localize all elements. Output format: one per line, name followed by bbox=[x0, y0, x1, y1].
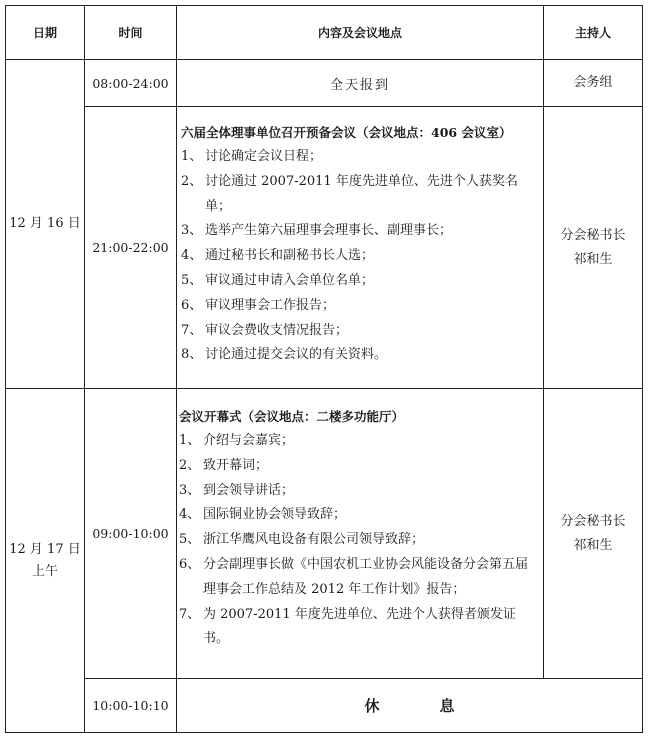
list-item bbox=[181, 170, 539, 220]
day1-session2-host bbox=[544, 107, 643, 389]
item-number: 3、 bbox=[181, 223, 203, 239]
item-text: 审议理事会工作报告； bbox=[205, 297, 336, 313]
day2-session1-time: 09:00-10:00 bbox=[85, 389, 177, 679]
list-item bbox=[181, 343, 539, 368]
item-number: 7、 bbox=[179, 606, 201, 622]
item-text: 到会领导讲话； bbox=[203, 482, 295, 498]
table-row bbox=[6, 60, 643, 107]
item-number: 2、 bbox=[181, 173, 203, 189]
item-text: 审议通过申请入会单位名单； bbox=[205, 272, 375, 288]
item-text: 致开幕词； bbox=[203, 457, 269, 473]
header-row bbox=[6, 6, 643, 60]
list-item bbox=[179, 603, 539, 653]
table-row bbox=[6, 107, 643, 389]
header-time: 时间 bbox=[85, 6, 177, 60]
list-item bbox=[179, 454, 539, 479]
item-number: 2、 bbox=[179, 457, 201, 473]
item-text: 为 2007-2011 年度先进单位、先进个人获得者颁发证书。 bbox=[203, 606, 516, 647]
agenda-list bbox=[179, 429, 539, 652]
list-item bbox=[181, 219, 539, 244]
session-title: 会议开幕式（会议地点：二楼多功能厅） bbox=[179, 409, 405, 424]
session-title: 六届全体理事单位召开预备会议（会议地点：406 会议室） bbox=[181, 125, 512, 140]
list-item bbox=[179, 528, 539, 553]
item-number: 6、 bbox=[179, 556, 201, 572]
day1-session1-host: 会务组 bbox=[544, 60, 643, 107]
day2-date bbox=[6, 389, 85, 733]
header-host: 主持人 bbox=[544, 6, 643, 60]
day2-date-line2: 上午 bbox=[31, 563, 58, 579]
list-item bbox=[181, 319, 539, 344]
item-text: 介绍与会嘉宾； bbox=[203, 433, 295, 448]
item-number: 5、 bbox=[179, 532, 201, 548]
item-text: 分会副理事长做《中国农机工业协会风能设备分会第五届理事会工作总结及 2012 年工作计划》报告； bbox=[203, 556, 529, 597]
item-number: 7、 bbox=[181, 322, 203, 338]
list-item bbox=[179, 429, 539, 454]
list-item bbox=[179, 503, 539, 528]
item-text: 讨论通过 2007-2011 年度先进单位、先进个人获奖名单； bbox=[205, 173, 518, 214]
day2-session1-content bbox=[177, 389, 544, 679]
host-name: 祁和生 bbox=[573, 537, 613, 553]
schedule-table bbox=[5, 5, 643, 733]
item-text: 通过秘书长和副秘书长人选； bbox=[205, 248, 375, 264]
item-text: 讨论确定会议日程； bbox=[205, 149, 323, 164]
host-title: 分会秘书长 bbox=[560, 227, 626, 243]
day2-date-line1: 12 月 17 日 bbox=[9, 541, 81, 557]
item-text: 浙江华鹰风电设备有限公司领导致辞； bbox=[203, 532, 425, 548]
item-text: 选举产生第六届理事会理事长、副理事长； bbox=[205, 223, 453, 239]
break-label: 休息 bbox=[177, 679, 643, 733]
item-number: 4、 bbox=[181, 248, 203, 264]
list-item bbox=[179, 479, 539, 504]
host-name: 祁和生 bbox=[573, 251, 613, 267]
item-text: 讨论通过提交会议的有关资料。 bbox=[205, 347, 388, 363]
day1-session1-content: 全天报到 bbox=[177, 60, 544, 107]
list-item bbox=[179, 553, 539, 603]
day2-session2-time: 10:00-10:10 bbox=[85, 679, 177, 733]
day1-date: 12 月 16 日 bbox=[6, 60, 85, 389]
item-number: 8、 bbox=[181, 347, 203, 363]
list-item bbox=[181, 145, 539, 170]
day1-session1-time: 08:00-24:00 bbox=[85, 60, 177, 107]
list-item bbox=[181, 269, 539, 294]
item-number: 1、 bbox=[179, 433, 201, 448]
item-text: 国际铜业协会领导致辞； bbox=[203, 507, 347, 523]
item-number: 4、 bbox=[179, 507, 201, 523]
host-title: 分会秘书长 bbox=[560, 513, 626, 529]
agenda-list bbox=[181, 145, 539, 368]
header-date: 日期 bbox=[6, 6, 85, 60]
item-number: 1、 bbox=[181, 149, 203, 164]
list-item bbox=[181, 244, 539, 269]
item-text: 审议会费收支情况报告； bbox=[205, 322, 349, 338]
day2-session1-host bbox=[544, 389, 643, 679]
item-number: 6、 bbox=[181, 297, 203, 313]
day1-session2-content bbox=[177, 107, 544, 389]
list-item bbox=[181, 294, 539, 319]
table-row bbox=[6, 389, 643, 679]
day1-session2-time: 21:00-22:00 bbox=[85, 107, 177, 389]
header-content: 内容及会议地点 bbox=[177, 6, 544, 60]
item-number: 3、 bbox=[179, 482, 201, 498]
item-number: 5、 bbox=[181, 272, 203, 288]
table-row bbox=[6, 679, 643, 733]
